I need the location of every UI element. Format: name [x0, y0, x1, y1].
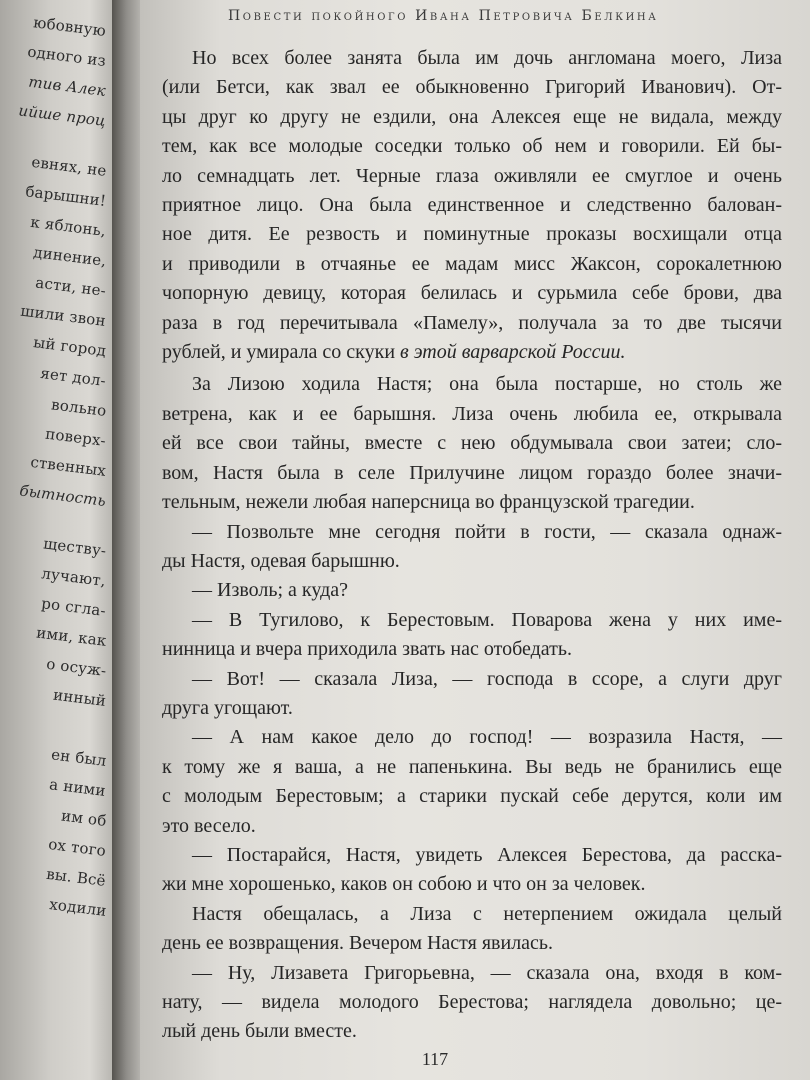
text-line [162, 132, 782, 161]
text-line-content: раза в год перечитывала «Памелу», получала за то две тысячи [162, 311, 782, 334]
text-line-content: тельным, нежели любая наперсница во французской трагедии. [162, 491, 695, 514]
text-line [162, 812, 782, 841]
text-line [162, 250, 782, 279]
left-page [0, 0, 112, 1080]
text-line [162, 547, 782, 576]
left-page-fragment: поверх- [44, 424, 108, 450]
text-line-content: — Вот! — сказала Лиза, — господа в ссоре, а слуги друг [192, 667, 782, 690]
left-page-fragment: асти, не- [34, 273, 108, 300]
left-page-fragment: вольно [49, 395, 108, 420]
text-line-content: нинница и вчера приходила звать нас отобедать. [162, 638, 572, 661]
left-page-fragment: шили звон [19, 301, 108, 330]
text-line [162, 44, 782, 73]
text-line [162, 220, 782, 249]
text-line-content: ей все свои тайны, вместе с нею обдумывала свои затеи; сло- [162, 432, 782, 455]
left-page-fragment: тив Алек [27, 72, 108, 100]
text-line-content: это весело. [162, 814, 256, 837]
left-page-fragment: к яблонь, [29, 212, 108, 240]
text-line [162, 900, 782, 929]
text-line [162, 576, 782, 605]
text-line [162, 988, 782, 1017]
text-line [162, 370, 782, 399]
text-line [162, 518, 782, 547]
text-line [162, 103, 782, 132]
text-line [162, 1017, 782, 1046]
text-line-content: вом, Настя была в селе Прилучине лицом гораздо более значи- [162, 461, 782, 484]
page-number: 117 [421, 1049, 449, 1069]
right-page [140, 0, 810, 1080]
text-line-content: Но всех более занята была им дочь англомана моего, Лиза [192, 47, 782, 69]
text-line [162, 309, 782, 338]
text-line [162, 959, 782, 988]
left-page-fragment: яет дол- [39, 364, 108, 390]
text-line-content: — В Тугилово, к Берестовым. Поварова жена у них име- [192, 608, 782, 631]
text-line-content: ное дитя. Ее резвость и поминутные проказы восхищали отца [162, 223, 782, 246]
left-page-fragment: одного из [26, 42, 108, 70]
left-page-fragment: юбовную [32, 13, 108, 40]
text-line-content: (или Бетси, как звал ее обыкновенно Григорий Иванович). От- [162, 76, 782, 99]
left-page-fragment: ро сгла- [40, 594, 108, 620]
left-page-fragment: евнях, не [30, 152, 108, 180]
italic-phrase: в этой варварской России. [400, 341, 626, 364]
left-page-fragment: ственных [29, 452, 108, 480]
text-line-content: ды Настя, одевая барышню. [162, 549, 400, 572]
left-page-fragment: барышни! [24, 182, 108, 210]
text-line [162, 488, 782, 517]
text-line-content: лый день были вместе. [162, 1020, 357, 1043]
text-line-content: приятное лицо. Она была единственное и следственно балован- [162, 194, 782, 217]
text-line [162, 841, 782, 870]
body-text [162, 44, 782, 1047]
left-page-fragment: бытность [18, 481, 108, 510]
text-line [162, 929, 782, 958]
text-line [162, 459, 782, 488]
text-line [162, 279, 782, 308]
left-page-fragment: динение, [32, 243, 108, 270]
left-page-fragment: ществу- [42, 534, 108, 560]
text-line-content: ло семнадцать лет. Черные глаза оживляли ее смуглое и очень [162, 164, 782, 187]
left-page-fragment: ох того [47, 835, 108, 860]
left-page-fragment: инный [52, 685, 108, 710]
text-line-content: — Позвольте мне сегодня пойти в гости, — сказала однаж- [192, 520, 782, 543]
text-line-content: день ее возвращения. Вечером Настя явилась. [162, 932, 554, 955]
left-page-fragment: лучают, [40, 564, 108, 590]
text-line-content: друга угощают. [162, 696, 293, 719]
text-line-content: тем, как все молодые соседки только об нем и говорили. Ей бы- [162, 135, 782, 158]
running-head: Повести покойного Ивана Петровича Белкина [228, 8, 659, 24]
left-page-fragment: ийше проц [17, 101, 108, 130]
text-line [162, 400, 782, 429]
text-line [162, 723, 782, 752]
text-line-content: с молодым Берестовым; а старики пускай себе дерутся, коли им [162, 785, 782, 808]
text-line-content: к тому же я ваша, а не папенькина. Вы ведь не бранились еще [162, 755, 782, 778]
text-line-content: — А нам какое дело до господ! — возразила Настя, — [192, 726, 782, 749]
text-line [162, 870, 782, 899]
left-page-fragment: ходили [47, 895, 108, 920]
text-line-content: — Ну, Лизавета Григорьевна, — сказала она, входя в ком- [192, 961, 782, 984]
text-line [162, 338, 782, 367]
text-line [162, 635, 782, 664]
left-page-fragment: ый город [32, 333, 108, 360]
text-line-content: жи мне хорошенько, каков он собою и что он за человек. [162, 873, 646, 896]
text-line-content: рублей, и умирала со скуки [162, 341, 401, 364]
text-line-content: чопорную девицу, которая белилась и сурьмила себе брови, два [162, 282, 782, 305]
text-line [162, 73, 782, 102]
left-page-fragment: ими, как [34, 623, 108, 650]
text-line-content: нату, — видела молодого Берестова; наглядела довольно; це- [162, 991, 782, 1013]
left-page-fragment: о осуж- [45, 654, 108, 680]
text-line-content: Настя обещалась, а Лиза с нетерпением ожидала целый [192, 902, 782, 925]
left-page-fragment: вы. Всё [45, 864, 108, 890]
text-line-content: и приводили в отчаянье ее мадам мисс Жаксон, сорокалетнюю [162, 252, 782, 275]
left-page-fragment: ен был [49, 745, 108, 770]
text-line-content: ветрена, как и ее барышня. Лиза очень любила ее, открывала [162, 402, 782, 425]
text-line [162, 429, 782, 458]
text-line [162, 606, 782, 635]
text-line [162, 162, 782, 191]
text-line-content: За Лизою ходила Настя; она была постарше, но столь же [192, 373, 782, 396]
text-line [162, 782, 782, 811]
left-page-fragment: им об [59, 806, 108, 830]
text-line [162, 753, 782, 782]
left-page-fragment: а ними [48, 775, 108, 800]
text-line-content: — Постарайся, Настя, увидеть Алексея Берестова, да расска- [192, 843, 782, 866]
text-line-content: цы друг ко другу не ездили, она Алексея еще не видала, между [162, 105, 782, 128]
text-line [162, 665, 782, 694]
text-line [162, 694, 782, 723]
text-line-content: — Изволь; а куда? [192, 579, 349, 602]
text-line [162, 191, 782, 220]
